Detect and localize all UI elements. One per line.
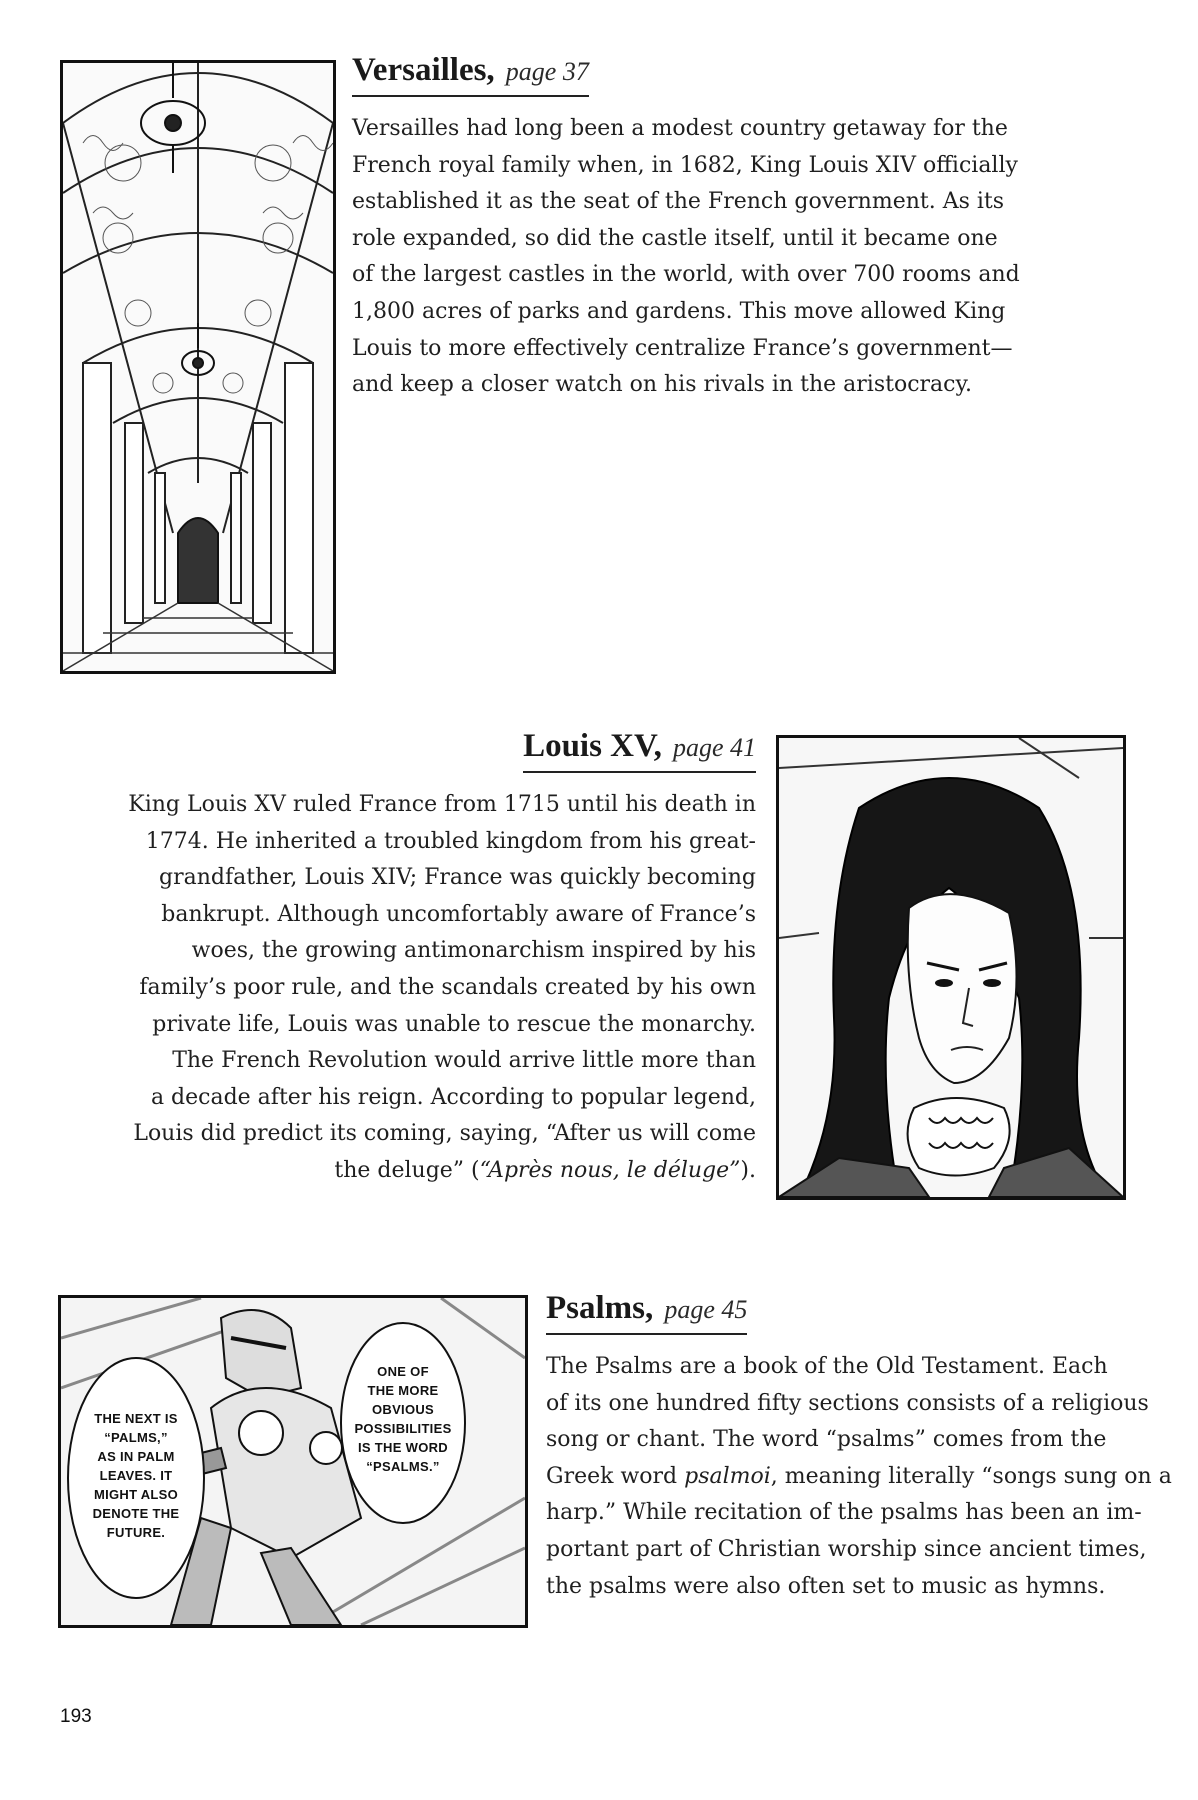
- versailles-body: [352, 111, 1172, 404]
- psalms-title: Psalms,: [546, 1290, 654, 1326]
- text-line: a decade after his reign. According to popular legend,: [150, 1084, 756, 1110]
- bubble-line: THE MORE: [367, 1383, 439, 1398]
- louis-page-ref: page 41: [672, 733, 756, 762]
- versailles-heading: [352, 52, 589, 97]
- versailles-page-ref: page 37: [505, 57, 589, 86]
- text-fragment: , meaning literally “songs sung on a: [770, 1463, 1172, 1489]
- text-line: of its one hundred fifty sections consists of a religious: [546, 1390, 1149, 1416]
- text-line: [546, 1464, 1172, 1489]
- text-line: song or chant. The word “psalms” comes from the: [546, 1427, 1107, 1453]
- psalms-page-ref: page 45: [664, 1295, 748, 1324]
- bubble-line: POSSIBILITIES: [354, 1421, 452, 1436]
- bubble-line: FUTURE.: [106, 1525, 166, 1540]
- bubble-line: “PSALMS.”: [366, 1459, 440, 1474]
- louis-entry: [60, 728, 756, 1190]
- text-line: 1,800 acres of parks and gardens. This move allowed King: [352, 298, 1006, 324]
- psalms-body: [546, 1349, 1186, 1605]
- bubble-line: AS IN PALM: [97, 1449, 175, 1464]
- louis-heading: [523, 728, 756, 773]
- louis-portrait-illustration: [776, 735, 1126, 1200]
- bubble-line: “PALMS,”: [104, 1430, 168, 1445]
- text-line: King Louis XV ruled France from 1715 until his death in: [128, 792, 756, 817]
- bubble-line: LEAVES. IT: [99, 1468, 173, 1483]
- bubble-line: THE NEXT IS: [94, 1411, 178, 1426]
- bubble-line: ONE OF: [377, 1364, 429, 1379]
- bubble-line: OBVIOUS: [371, 1402, 435, 1417]
- versailles-illustration: [60, 60, 336, 674]
- text-fragment: ).: [740, 1157, 756, 1183]
- french-quote: “Après nous, le déluge”: [479, 1157, 741, 1183]
- bubble-line: DENOTE THE: [92, 1506, 180, 1521]
- psalms-entry: [546, 1290, 1186, 1605]
- louis-body: [60, 787, 756, 1190]
- page-number: 193: [60, 1706, 92, 1727]
- text-line: The Psalms are a book of the Old Testament. Each: [546, 1354, 1108, 1379]
- text-line: Louis to more effectively centralize France’s government—: [352, 335, 1013, 361]
- text-line: The French Revolution would arrive little more than: [172, 1048, 756, 1074]
- text-line: of the largest castles in the world, with over 700 rooms and: [352, 262, 1020, 288]
- text-line: role expanded, so did the castle itself, until it became one: [352, 225, 998, 251]
- louis-xv-portrait-drawing: [779, 738, 1123, 1197]
- hall-of-mirrors-drawing: [63, 63, 333, 671]
- text-line: private life, Louis was unable to rescue the monarchy.: [152, 1011, 756, 1037]
- text-line-last: [334, 1158, 756, 1183]
- text-line: portant part of Christian worship since ancient times,: [546, 1536, 1147, 1562]
- versailles-entry: [352, 52, 1172, 404]
- text-line: Versailles had long been a modest country getaway for the: [352, 116, 1008, 141]
- bubble-line: IS THE WORD: [358, 1440, 448, 1455]
- text-line: the psalms were also often set to music as hymns.: [546, 1573, 1106, 1599]
- greek-word: psalmoi: [684, 1463, 771, 1489]
- text-fragment: Greek word: [546, 1463, 685, 1489]
- text-line: 1774. He inherited a troubled kingdom from his great-: [145, 828, 756, 854]
- psalms-heading: [546, 1290, 747, 1335]
- text-line: and keep a closer watch on his rivals in the aristocracy.: [352, 372, 972, 398]
- knight-drawing: [61, 1298, 525, 1625]
- text-line: Louis did predict its coming, saying, “After us will come: [133, 1121, 756, 1147]
- text-line: grandfather, Louis XIV; France was quickly becoming: [159, 865, 756, 891]
- versailles-title: Versailles,: [352, 52, 495, 88]
- louis-title: Louis XV,: [523, 728, 662, 764]
- text-line: family’s poor rule, and the scandals created by his own: [139, 974, 756, 1000]
- psalms-manga-panel: [58, 1295, 528, 1628]
- text-line: French royal family when, in 1682, King Louis XIV officially: [352, 152, 1018, 178]
- text-line: established it as the seat of the French government. As its: [352, 189, 1005, 215]
- text-line: harp.” While recitation of the psalms has been an im-: [546, 1500, 1142, 1526]
- left-bubble-text: [93, 1411, 180, 1540]
- text-line: woes, the growing antimonarchism inspired by his: [191, 938, 756, 964]
- bubble-line: MIGHT ALSO: [93, 1487, 179, 1502]
- text-fragment: the deluge” (: [334, 1157, 480, 1183]
- text-line: bankrupt. Although uncomfortably aware of France’s: [161, 901, 756, 927]
